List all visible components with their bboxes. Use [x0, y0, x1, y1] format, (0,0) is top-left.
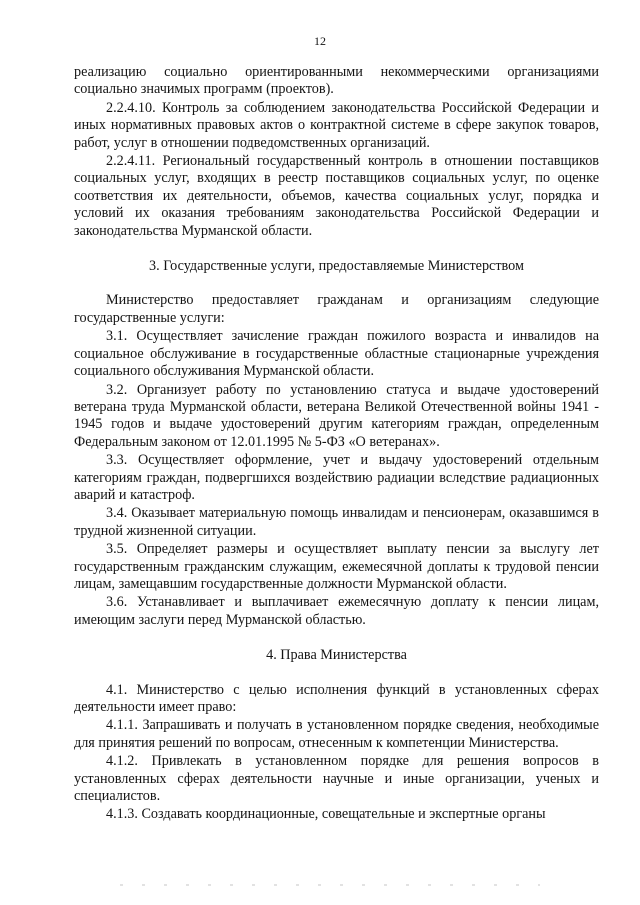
paragraph: 3.6. Устанавливает и выплачивает ежемесячную доплату к пенсии лицам, имеющим заслуги перед Мурманской областью. — [74, 594, 599, 628]
paragraph: 3.3. Осуществляет оформление, учет и выдачу удостоверений отдельным категориям граждан, подвергшихся воздействию радиации вследствие радиационных аварий и катастроф. — [74, 452, 599, 503]
paragraph: 4.1. Министерство с целью исполнения функций в установленных сферах деятельности имеет право: — [74, 681, 599, 715]
page-number: 12 — [314, 34, 326, 48]
document-body — [74, 64, 599, 825]
paragraph: Министерство предоставляет гражданам и организациям следующие государственные услуги: — [74, 292, 599, 326]
paragraph: 3.2. Организует работу по установлению статуса и выдаче удостоверений ветерана труда Мурманской области, ветерана Великой Отечественной войны 1941 - 1945 годов и выдаче удостоверений другим категориям граждан, определенным Федеральным законом от 12.01.1995 № 5-ФЗ «О ветеранах». — [74, 381, 599, 450]
section-heading: 4. Права Министерства — [266, 647, 407, 664]
spacer — [74, 241, 599, 258]
paragraph: 2.2.4.11. Региональный государственный контроль в отношении поставщиков социальных услуг, входящих в реестр поставщиков социальных услуг, по оценке соответствия их деятельности, объемов, качества социальных услуг, порядка и условий их оказания требованиям законодательства Российской Федерации и законодательства Мурманской области. — [74, 153, 599, 239]
scan-artifact — [120, 884, 540, 886]
spacer — [74, 630, 599, 647]
paragraph: 3.5. Определяет размеры и осуществляет выплату пенсии за выслугу лет государственным гражданским служащим, ежемесячной доплаты к трудовой пенсии лицам, замещавшим государственные должности Мурманской области. — [74, 541, 599, 592]
spacer — [74, 275, 599, 292]
paragraph: реализацию социально ориентированными некоммерческими организациями социально значимых программ (проектов). — [74, 64, 599, 98]
paragraph: 2.2.4.10. Контроль за соблюдением законодательства Российской Федерации и иных нормативных правовых актов о контрактной системе в сфере закупок товаров, работ, услуг в отношении подведомственных организаций. — [74, 99, 599, 151]
paragraph: 3.4. Оказывает материальную помощь инвалидам и пенсионерам, оказавшимся в трудной жизненной ситуации. — [74, 505, 599, 539]
paragraph: 4.1.3. Создавать координационные, совещательные и экспертные органы — [106, 806, 546, 823]
spacer — [74, 665, 599, 682]
section-heading: 3. Государственные услуги, предоставляемые Министерством — [149, 258, 524, 275]
paragraph: 4.1.1. Запрашивать и получать в установленном порядке сведения, необходимые для принятия решений по вопросам, отнесенным к компетенции Министерства. — [74, 717, 599, 751]
paragraph: 4.1.2. Привлекать в установленном порядке для решения вопросов в установленных сферах деятельности научные и иные организации, ученых и специалистов. — [74, 753, 599, 805]
paragraph: 3.1. Осуществляет зачисление граждан пожилого возраста и инвалидов на социальное обслуживание в государственные областные стационарные учреждения социального обслуживания Мурманской области. — [74, 328, 599, 380]
